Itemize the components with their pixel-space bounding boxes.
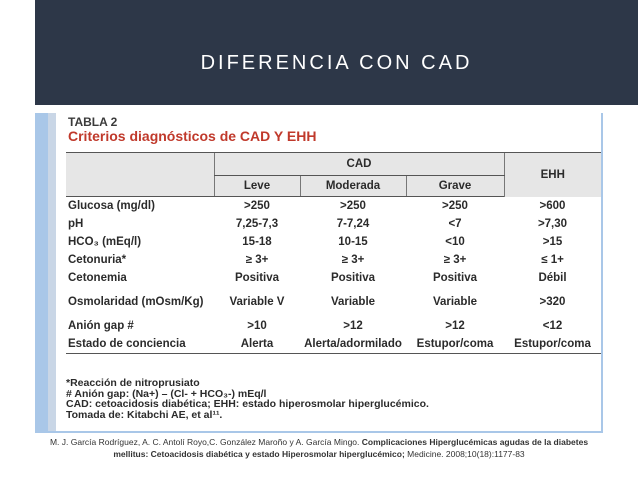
slide-header — [35, 0, 638, 105]
row-label: Cetonemia — [68, 272, 127, 284]
cell-ehh: Estupor/coma — [504, 335, 601, 354]
citation-authors: M. J. García Rodríguez, A. C. Antolí Royo,C. González Maroño y A. García Mingo. — [49, 437, 360, 447]
cell-ehh: >7,30 — [537, 218, 568, 230]
row-label: Estado de conciencia — [66, 335, 214, 354]
row-label: Anión gap # — [68, 320, 134, 332]
cell-moderada: ≥ 3+ — [341, 254, 365, 266]
cell-moderada: >250 — [340, 200, 366, 212]
table-left-strip — [48, 113, 56, 431]
cell-leve: Alerta — [214, 335, 300, 354]
row-label: pH — [68, 218, 84, 230]
cell-moderada: Variable — [330, 296, 376, 308]
header-ehh: EHH — [504, 153, 601, 197]
note-line: *Reacción de nitroprusiato — [66, 377, 200, 389]
cell-moderada: 7-7,24 — [336, 218, 370, 230]
cell-grave: >250 — [442, 200, 468, 212]
criteria-table — [66, 152, 601, 354]
cell-ehh: >15 — [542, 236, 563, 248]
citation-journal: Medicine. 2008;10(18):1177-83 — [407, 449, 525, 459]
table-row — [66, 215, 601, 233]
citation-title: Complicaciones Hiperglucémicas agudas de la diabetes mellitus: Cetoacidosis diabética y estado Hiperosmolar hiperglucémico; — [113, 437, 589, 459]
cell-ehh: Débil — [538, 272, 567, 284]
note-line: CAD: cetoacidosis diabética; EHH: estado hiperosmolar hiperglucémico. — [66, 398, 429, 411]
note-line: # Anión gap: (Na+) – (Cl- + HCO₃-) mEq/l — [66, 387, 267, 400]
cell-leve: 15-18 — [242, 236, 272, 248]
table-row — [66, 317, 601, 335]
cell-moderada: >12 — [343, 320, 363, 332]
cell-ehh: ≤ 1+ — [541, 254, 564, 266]
cell-leve: Positiva — [234, 272, 280, 284]
header-leve: Leve — [214, 176, 300, 197]
cell-grave: Estupor/coma — [406, 335, 504, 354]
cell-leve: Variable V — [229, 296, 285, 308]
note-line: Tomada de: Kitabchi AE, et al¹¹. — [66, 408, 223, 421]
row-label: HCO₃ (mEq/l) — [68, 236, 142, 248]
cell-ehh: <12 — [542, 320, 563, 332]
table-row — [66, 335, 601, 354]
header-moderada: Moderada — [300, 176, 406, 197]
header-cad: CAD — [214, 153, 504, 176]
cell-leve: ≥ 3+ — [245, 254, 269, 266]
row-label: Cetonuria* — [68, 254, 127, 266]
table-label: TABLA 2 — [68, 115, 118, 129]
cell-ehh: >600 — [539, 199, 566, 212]
cell-grave: Variable — [432, 296, 478, 308]
cell-leve: >10 — [247, 320, 267, 332]
table-row — [66, 197, 601, 216]
cell-ehh: >320 — [539, 296, 566, 308]
cell-leve: 7,25-7,3 — [235, 218, 279, 230]
header-grave: Grave — [406, 176, 504, 197]
citation — [35, 436, 603, 460]
cell-leve: >250 — [244, 200, 270, 212]
cell-grave: ≥ 3+ — [443, 254, 467, 266]
table-row — [66, 251, 601, 269]
cell-grave: Positiva — [432, 272, 478, 284]
cell-grave: <7 — [448, 218, 462, 230]
cell-moderada: Alerta/adormilado — [300, 335, 406, 354]
cell-moderada: 10-15 — [338, 236, 368, 248]
cell-grave: <10 — [445, 236, 465, 248]
table-header-row — [66, 153, 601, 176]
table-row — [66, 233, 601, 251]
table-notes — [66, 378, 596, 420]
table-row — [66, 269, 601, 287]
cell-grave: >12 — [445, 320, 465, 332]
table-row — [66, 287, 601, 317]
row-label: Glucosa (mg/dl) — [68, 200, 155, 212]
cell-moderada: Positiva — [330, 272, 376, 284]
slide-title: DIFERENCIA CON CAD — [200, 52, 473, 74]
table-caption: Criterios diagnósticos de CAD Y EHH — [68, 128, 317, 144]
row-label: Osmolaridad (mOsm/Kg) — [68, 296, 204, 308]
slide-left-margin — [0, 0, 35, 479]
